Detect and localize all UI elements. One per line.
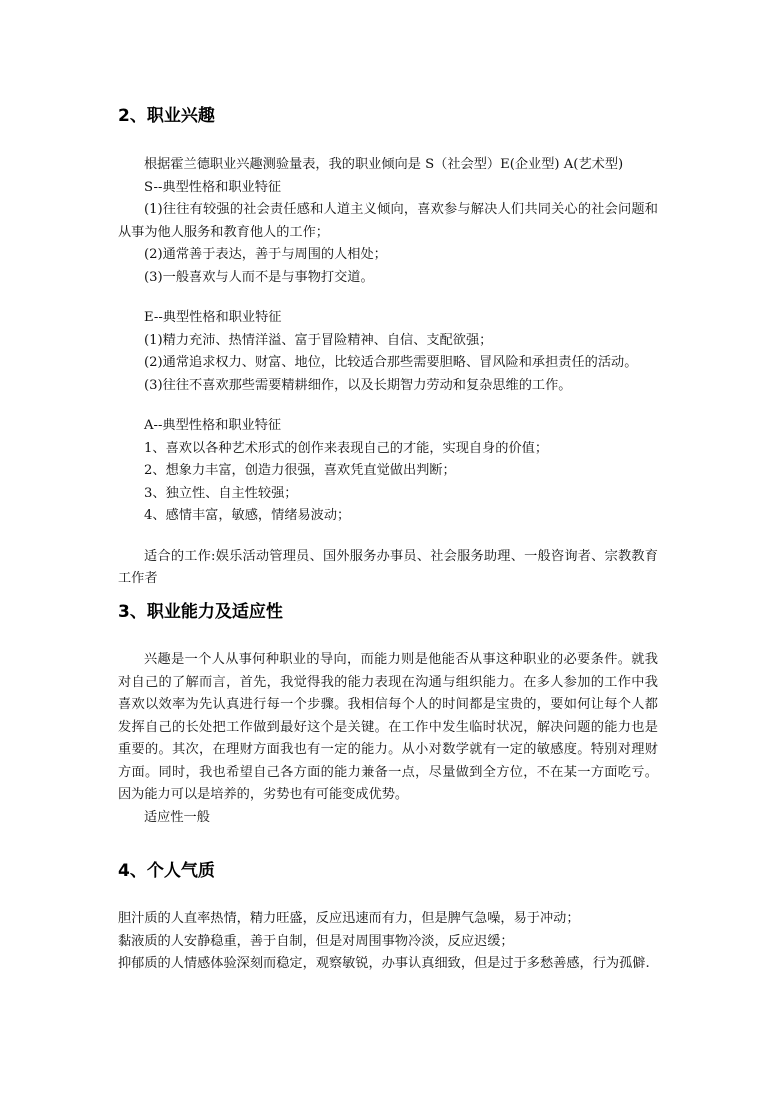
e-type-item-2: (2)通常追求权力、财富、地位，比较适合那些需要胆略、冒风险和承担责任的活动。 xyxy=(144,355,638,370)
e-type-title: E--典型性格和职业特征 xyxy=(144,310,282,325)
s-type-item-1: (1)往往有较强的社会责任感和人道主义倾向，喜欢参与解决人们共同关心的社会问题和从事为他人服务和教育他人的工作； xyxy=(118,202,658,240)
s-type-title: S--典型性格和职业特征 xyxy=(144,179,282,195)
section-career-ability xyxy=(118,600,658,829)
a-type-item-1: 1、喜欢以各种艺术形式的创作来表现自己的才能，实现自身的价值； xyxy=(144,440,549,456)
section-heading: 4、个人气质 xyxy=(118,861,215,881)
e-type-item-3: (3)往往不喜欢那些需要精耕细作，以及长期智力劳动和复杂思维的工作。 xyxy=(144,377,572,393)
a-type-title: A--典型性格和职业特征 xyxy=(144,418,282,433)
adaptability-note: 适应性一般 xyxy=(144,809,210,825)
ability-paragraph: 兴趣是一个人从事何种职业的导向，而能力则是他能否从事这种职业的必要条件。就我对自己的了解而言，首先，我觉得我的能力表现在沟通与组织能力。在多人参加的工作中我喜欢以效率为先认真进行每一个步骤。我相信每个人的时间都是宝贵的，要如何让每个人都发挥自己的长处把工作做到最好这个是关键。在工作中发生临时状况，解决问题的能力也是重要的。其次，在理财方面我也有一定的能力。从小对数学就有一定的敏感度。特别对理财方面。同时，我也希望自己各方面的能力兼备一点，尽量做到全方位，不在某一方面吃亏。 因为能力可以是培养的，劣势也有可能变成优势。 xyxy=(118,652,658,802)
s-type-item-3: (3)一般喜欢与人而不是与事物打交道。 xyxy=(144,269,374,285)
section-heading: 3、职业能力及适应性 xyxy=(118,602,283,622)
a-type-item-4: 4、感情丰富，敏感，情绪易波动； xyxy=(144,508,351,523)
e-type-item-1: (1)精力充沛、热情洋溢、富于冒险精神、自信、支配欲强； xyxy=(144,332,493,348)
holland-result: 根据霍兰德职业兴趣测验量表，我的职业倾向是 S（社会型）E(企业型) A(艺术型) xyxy=(144,157,624,172)
section-heading: 2、职业兴趣 xyxy=(118,106,215,126)
melancholic-line: 抑郁质的人情感体验深刻而稳定，观察敏锐，办事认真细致，但是过于多愁善感，行为孤僻. xyxy=(118,956,650,971)
suitable-jobs: 适合的工作:娱乐活动管理员、国外服务办事员、社会服务助理、一般咨询者、宗教教育工作者 xyxy=(118,548,658,586)
section-career-interest xyxy=(118,104,658,591)
s-type-item-2: (2)通常善于表达，善于与周围的人相处； xyxy=(144,247,387,262)
a-type-item-2: 2、想象力丰富，创造力很强，喜欢凭直觉做出判断； xyxy=(144,463,456,478)
choleric-line: 胆汁质的人直率热情，精力旺盛，反应迅速而有力，但是脾气急噪，易于冲动； xyxy=(118,911,580,926)
a-type-item-3: 3、独立性、自主性较强； xyxy=(144,485,298,501)
section-temperament xyxy=(118,859,658,976)
phlegmatic-line: 黏液质的人安静稳重，善于自制，但是对周围事物冷淡，反应迟缓； xyxy=(118,933,514,949)
